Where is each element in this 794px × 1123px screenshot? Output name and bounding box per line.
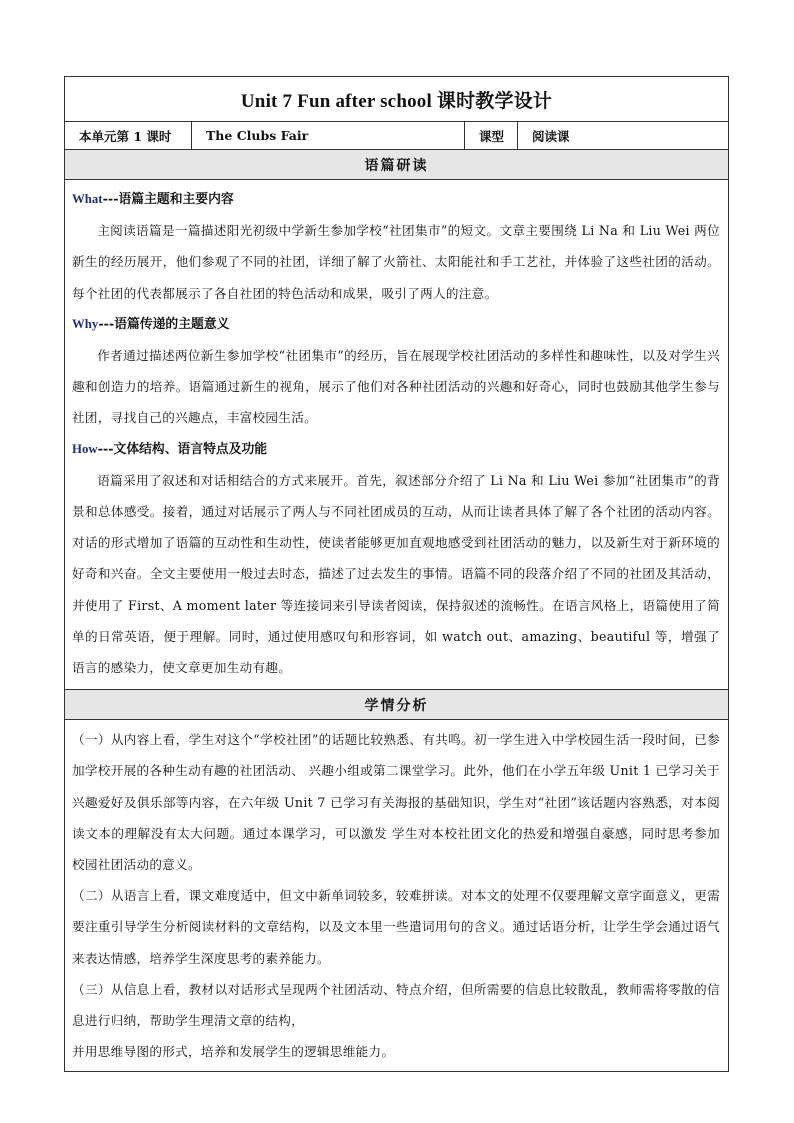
text-study-heading: 语篇研读 <box>65 150 728 180</box>
learner-analysis-paragraph-3: （三）从信息上看，教材以对话形式呈现两个社团活动、特点介绍，但所需要的信息比较散乱，教师需将零散的信息进行归纳，帮助学生理清文章的结构， <box>72 981 720 1029</box>
why-paragraph: 作者通过描述两位新生参加学校“社团集市”的经历，旨在展现学校社团活动的多样性和趣味性，以及对学生兴趣和创造力的培养。语篇通过新生的视角，展示了他们对各种社团活动的兴趣和好奇心，同时也鼓励其他学生参与社团，寻找自己的兴趣点，丰富校园生活。 <box>72 348 720 426</box>
how-paragraph: 语篇采用了叙述和对话相结合的方式来展开。首先，叙述部分介绍了 Li Na 和 Liu Wei 参加“社团集市”的背景和总体感受。接着，通过对话展示了两人与不同社团成员的互动，从而让读者具体了解了各个社团的活动内容。对话的形式增加了语篇的互动性和生动性，使读者能够更加直观地感受到社团活动的魅力，以及新生对于新环境的好奇和兴奋。全文主要使用一般过去时态，描述了过去发生的事情。语篇不同的段落介绍了不同的社团及其活动，并使用了 First、A moment later 等连接词来引导读者阅读，保持叙述的流畅性。在语言风格上，语篇使用了简单的日常英语，便于理解。同时，通过使用感叹句和形容词，如 watch out、amazing、beautiful 等，增强了语言的感染力，使文章更加生动有趣。 <box>72 472 720 676</box>
why-subheading <box>72 309 720 340</box>
text-study-section <box>65 180 728 690</box>
how-label: How <box>72 441 98 456</box>
lesson-info-row <box>65 122 728 150</box>
why-caption: ---语篇传递的主题意义 <box>98 316 230 332</box>
what-label: What <box>72 192 103 206</box>
lesson-type-label-cell: 课型 <box>465 122 518 149</box>
learner-analysis-paragraph-2: （二）从语言上看，课文难度适中，但文中新单词较多，较难拼读。对本文的处理不仅要理解文章字面意义，更需要注重引导学生分析阅读材料的文章结构，以及文本里一些遣词用句的含义。通过话语分析，让学生学会通过语气来表达情感，培养学生深度思考的素养能力。 <box>72 888 720 966</box>
learner-analysis-paragraph-4: 并用思维导图的形式，培养和发展学生的逻辑思维能力。 <box>72 1044 395 1060</box>
lesson-number-cell: 本单元第 1 课时 <box>65 122 192 149</box>
page-title: Unit 7 Fun after school 课时教学设计 <box>65 77 728 122</box>
what-subheading <box>72 184 720 215</box>
learner-analysis-paragraph-1: （一）从内容上看，学生对这个“学校社团”的话题比较熟悉、有共鸣。初一学生进入中学校园生活一段时间，已参加学校开展的各种生动有趣的社团活动、 兴趣小组或第二课堂学习。此外，他们在小学五年级 Unit 1 已学习关于兴趣爱好及俱乐部等内容，在六年级 Unit 7 已学习有关海报的基础知识，学生对“社团”该话题内容熟悉，对本阅读文本的理解没有太大问题。通过本课学习，可以激发 学生对本校社团文化的热爱和增强自豪感，同时思考参加校园社团活动的意义。 <box>72 732 720 873</box>
lesson-type-value-cell: 阅读课 <box>532 128 570 144</box>
what-caption: ---语篇主题和主要内容 <box>102 192 234 207</box>
how-subheading <box>72 434 720 465</box>
what-paragraph: 主阅读语篇是一篇描述阳光初级中学新生参加学校“社团集市”的短文。文章主要围绕 Li Na 和 Liu Wei 两位新生的经历展开，他们参观了不同的社团，详细了解了火箭社、太阳能社和手工艺社，并体验了这些社团的活动。每个社团的代表都展示了各自社团的特色活动和成果，吸引了两人的注意。 <box>72 223 720 301</box>
learner-analysis-section <box>65 720 728 1071</box>
why-label: Why <box>72 316 99 331</box>
how-caption: ---文体结构、语言特点及功能 <box>97 441 268 457</box>
learner-analysis-heading: 学情分析 <box>65 690 728 720</box>
lesson-title-cell: The Clubs Fair <box>192 122 465 149</box>
lesson-design-table <box>64 76 729 1072</box>
